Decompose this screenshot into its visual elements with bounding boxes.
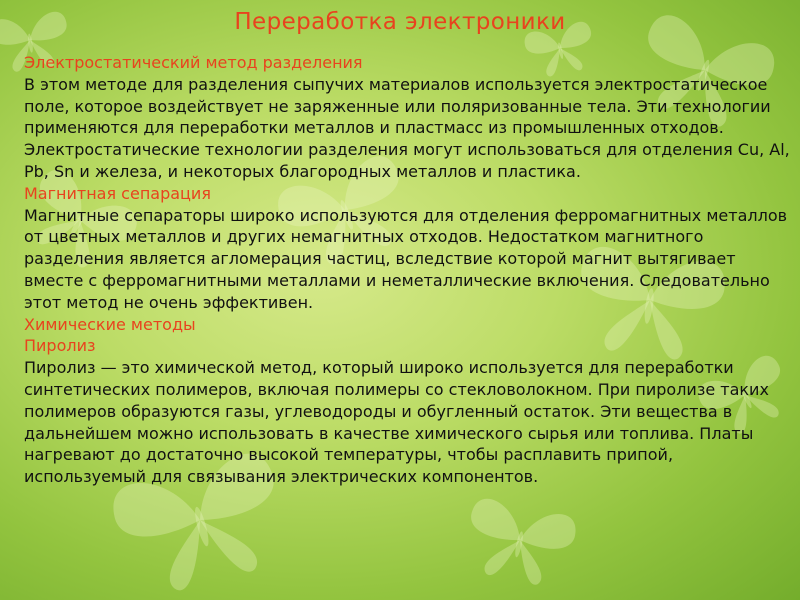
butterfly-shape [460,496,579,591]
section-heading-chemical: Химические методы [24,314,196,334]
section-heading-magnetic: Магнитная сепарация [24,183,211,203]
slide-body [24,52,794,488]
section-heading-electrostatic: Электростатический метод разделения [24,53,363,72]
section-body-pyrolysis: Пиролиз — это химической метод, который широко используется для переработки синтетических полимеров, включая полимеры со стекловолокном. При пиролизе таких полимеров образуются газы, углеводороды и обугленный остаток. Эти вещества в дальнейшем можно использовать в качестве химического сырья или топлива. Платы нагревают до достаточно высокой температуры, чтобы расплавить припой, используемый для связывания электрических компонентов. [24,358,769,487]
slide-title: Переработка электроники [234,9,566,35]
section-body-magnetic: Магнитные сепараторы широко используются для отделения ферромагнитных металлов от цветных металлов и других немагнитных отходов. Недостатком магнитного разделения является агломерация частиц, вследствие которой магнит вытягивает вместе с ферромагнитными металлами и неметаллические включения. Следовательно этот метод не очень эффективен. [24,205,788,312]
section-body-electrostatic: В этом методе для разделения сыпучих материалов используется электростатическое поле, которое воздействует не заряженные или поляризованные тела. Эти технологии применяются для переработки металлов и пластмасс из промышленных отходов. Электростатические технологии разделения могут использоваться для отделения Cu, Al, Pb, Sn и железа, и некоторых благородных металлов и пластика. [24,74,790,181]
section-heading-pyrolysis: Пиролиз [24,336,96,356]
